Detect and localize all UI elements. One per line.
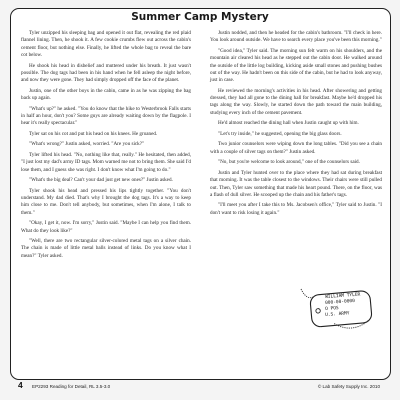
footer-series: EP2293 Reading for Detail, RL 3.5-3.0	[32, 384, 111, 389]
footer-copyright: © Lab Safety Supply Inc. 2010	[317, 384, 380, 389]
story-paragraph: "What's wrong?" Justin asked, worried. "Are you sick?"	[29, 141, 145, 148]
story-paragraph: "What's up?" he asked. "You do know that the hike to Westerbrook Falls starts in half an hour, don't you? Some guys are already waiting down by the flagpole. I hear it's really spectacular."	[21, 105, 191, 127]
page-number: 4	[18, 380, 23, 390]
dog-tag-line-1: WILLIAM TYLER	[325, 292, 361, 300]
story-paragraph: He shook his head in disbelief and muttered under his breath. It just wasn't possible. The dog tags had been in his hand when he fell asleep the night before, and now they were gone. They had simply dropped off the face of the planet.	[21, 62, 191, 84]
story-paragraph: "Well, there are two rectangular silver-colored metal tags on a silver chain. The chain is made of little metal balls instead of links. Do you know what I mean?" Tyler asked.	[21, 238, 191, 259]
story-paragraph: "Okay, I get it, now. I'm sorry," Justin said. "Maybe I can help you find them. What do they look like?"	[21, 220, 191, 234]
dog-tag-line-2: 000-00-0000	[325, 298, 356, 306]
story-paragraph: "Let's try inside," he suggested, opening the big glass doors.	[218, 130, 342, 137]
story-paragraph: "I'll meet you after I take this to Ms. Jacobsen's office," Tyler said to Justin. "I don't want to risk losing it again."	[210, 202, 382, 216]
dog-tag-illustration	[299, 285, 377, 335]
story-paragraph: "What's the big deal? Can't your dad just get new ones?" Justin asked.	[29, 177, 173, 184]
story-paragraph: Tyler unzipped his sleeping bag and opened it out flat, revealing the red plaid flannel lining. Then, he shook it. A few cookie crumbs flew out across the cabin's cement floor, but nothing else. Finally, he lifted the whole bag to reveal the bare cot below.	[21, 30, 191, 59]
story-paragraph: Justin and Tyler hunted over to the place where they had sat during breakfast that morning. It was the table closest to the windows. Their chairs were still pulled out. Then, Tyler saw something that made his heart pound. There, on the floor, was a flash of dull silver. He scooped up the chain and his father's tags.	[210, 169, 382, 198]
story-paragraph: Tyler shook his head and pressed his lips tightly together. "You don't understand. My dad died. That's why I brought the dog tags. It's a way to keep him close to me. Don't tell anybody, but sometimes, when I'm alone, I talk to them."	[21, 187, 191, 216]
story-paragraph: He reviewed the morning's activities in his head. After showering and getting dressed, they had all gone to the dining hall for breakfast. Maybe he'd dropped his tags along the way. Slowly, he started down the path toward the main building, studying every inch of the cement pavement.	[210, 87, 382, 116]
story-paragraph: "Good idea," Tyler said. The morning sun felt warm on his shoulders, and the mountain air cleared his head as he stepped out the cabin door. He walked around the outside of the little log building, kicking aside small stones and pushing bushes out of the way. He hadn't been on this side of the cabin, but he had to look anyway, just in case.	[210, 47, 382, 84]
story-paragraph: "No, but you're welcome to look around," one of the counselors said.	[218, 159, 360, 166]
story-paragraph: Two junior counselors were wiping down the long tables. "Did you see a chain with a couple of silver tags on them?" Justin asked.	[210, 141, 382, 155]
story-title: Summer Camp Mystery	[131, 11, 269, 23]
dog-tag-line-4: U.S. ARMY	[325, 311, 350, 318]
dog-tag-line-3: O POS	[325, 306, 339, 312]
story-paragraph: Tyler sat on his cot and put his head on his knees. He groaned.	[29, 130, 158, 137]
story-paragraph: Justin nodded, and then he headed for the cabin's bathroom. "I'll check in here. You look around outside. We have to search every place you've been this morning."	[210, 30, 382, 44]
story-right-column	[210, 30, 382, 220]
story-paragraph: Tyler lifted his head. "No, nothing like that, really." He hesitated, then added, "I just lost my dad's army ID tags. Mom warned me not to bring them. She said I'd lose them, and I guess she was right. I don't know what I'm going to do."	[21, 151, 191, 173]
story-paragraph: Justin, one of the other boys in the cabin, came in as he was zipping the bag back up again.	[21, 87, 191, 102]
story-paragraph: He'd almost reached the dining hall when Justin caught up with him.	[218, 120, 359, 127]
story-left-column	[21, 30, 191, 263]
